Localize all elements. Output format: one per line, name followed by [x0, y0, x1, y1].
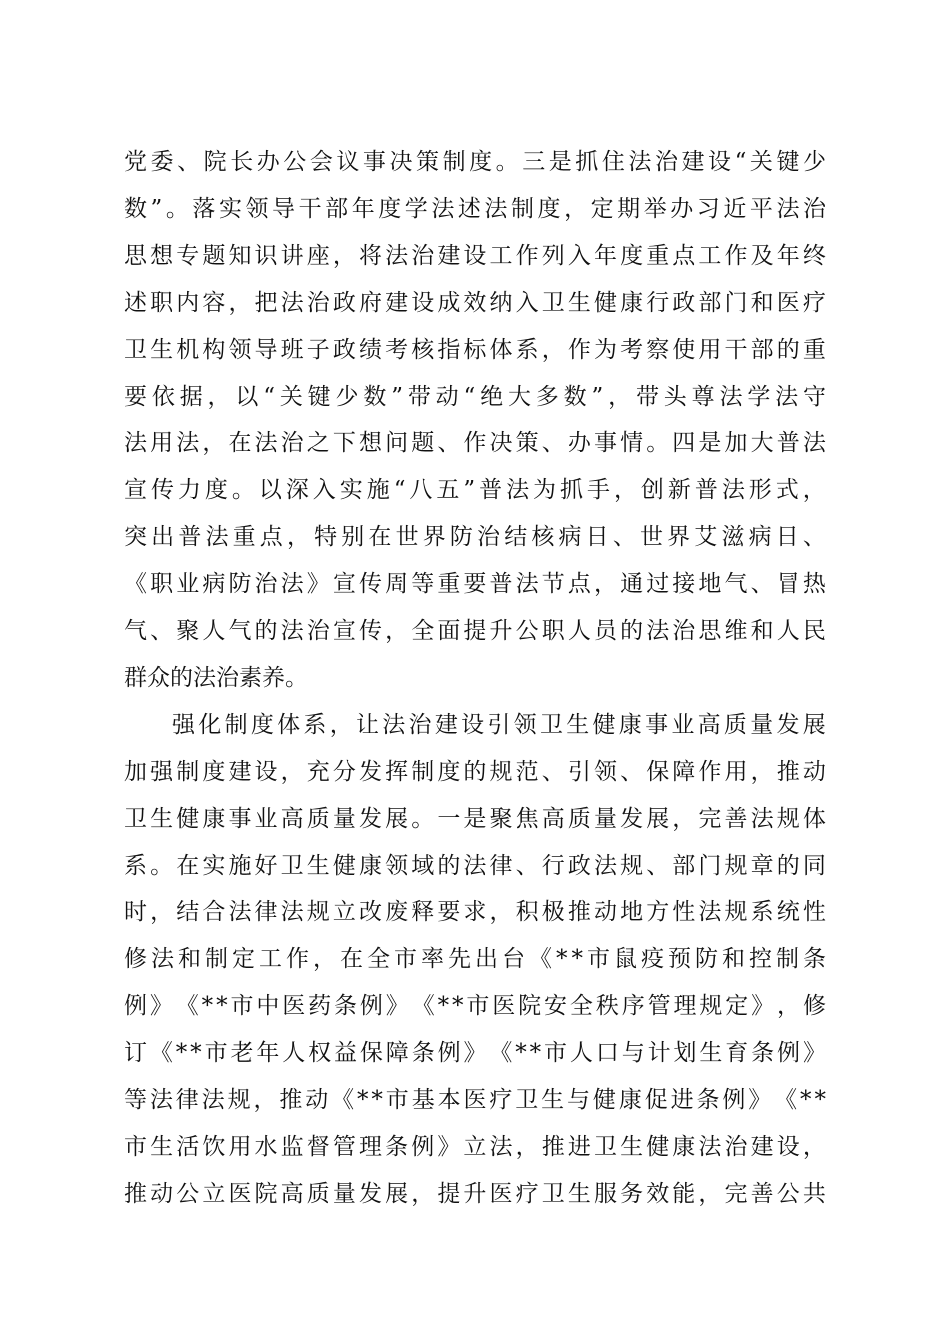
text-line: 修 法 和 制 定 工 作 ， 在 全 市 率 先 出 台 《 * * 市 鼠 疫 预 防 和 控 制 条 [124, 946, 826, 973]
text-line: 卫 生 机 构 领 导 班 子 政 绩 考 核 指 标 体 系 ， 作 为 考 察 使 用 干 部 的 重 [124, 336, 826, 363]
text-line: 加 强 制 度 建 设 ， 充 分 发 挥 制 度 的 规 范 、 引 领 、 保 障 作 用 ， 推 动 [124, 758, 826, 785]
text-line: 卫 生 健 康 事 业 高 质 量 发 展 。 一 是 聚 焦 高 质 量 发 展 ， 完 善 法 规 体 [124, 805, 826, 832]
text-line: 例 》 《 * * 市 中 医 药 条 例 》 《 * * 市 医 院 安 全 秩 序 管 理 规 定 》 ， 修 [124, 993, 826, 1020]
text-line: 述 职 内 容 ， 把 法 治 政 府 建 设 成 效 纳 入 卫 生 健 康 行 政 部 门 和 医 疗 [124, 289, 826, 316]
text-line: 宣 传 力 度 。 以 深 入 实 施 “ 八 五 ” 普 法 为 抓 手 ， 创 新 普 法 形 式 ， [124, 477, 826, 504]
text-line: 系 。 在 实 施 好 卫 生 健 康 领 域 的 法 律 、 行 政 法 规 、 部 门 规 章 的 同 [124, 852, 826, 879]
text-line: 市 生 活 饮 用 水 监 督 管 理 条 例 》 立 法 ， 推 进 卫 生 健 康 法 治 建 设 ， [124, 1133, 826, 1160]
text-line: 时 ， 结 合 法 律 法 规 立 改 废 释 要 求 ， 积 极 推 动 地 方 性 法 规 系 统 性 [124, 899, 826, 926]
text-line: 要 依 据 ， 以 “ 关 键 少 数 ” 带 动 “ 绝 大 多 数 ” ， 带 头 尊 法 学 法 守 [124, 383, 826, 410]
text-line: 强 化 制 度 体 系 ， 让 法 治 建 设 引 领 卫 生 健 康 事 业 高 质 量 发 展 [172, 711, 826, 738]
text-line: 数 ” 。 落 实 领 导 干 部 年 度 学 法 述 法 制 度 ， 定 期 举 办 习 近 平 法 治 [124, 195, 826, 222]
text-line: 党 委 、 院 长 办 公 会 议 事 决 策 制 度 。 三 是 抓 住 法 治 建 设 “ 关 键 少 [124, 149, 826, 175]
text-line: 等 法 律 法 规 ， 推 动 《 * * 市 基 本 医 疗 卫 生 与 健 康 促 进 条 例 》 《 * * [124, 1087, 826, 1113]
text-line: 订 《 * * 市 老 年 人 权 益 保 障 条 例 》 《 * * 市 人 口 与 计 划 生 育 条 例 》 [124, 1040, 826, 1067]
text-line: 推 动 公 立 医 院 高 质 量 发 展 ， 提 升 医 疗 卫 生 服 务 效 能 ， 完 善 公 共 [124, 1180, 826, 1207]
text-line: 《 职 业 病 防 治 法 》 宣 传 周 等 重 要 普 法 节 点 ， 通 过 接 地 气 、 冒 热 [124, 571, 826, 598]
text-line: 法 用 法 ， 在 法 治 之 下 想 问 题 、 作 决 策 、 办 事 情 。 四 是 加 大 普 法 [124, 430, 826, 457]
text-line: 思 想 专 题 知 识 讲 座 ， 将 法 治 建 设 工 作 列 入 年 度 重 点 工 作 及 年 终 [124, 242, 826, 269]
text-line: 气 、 聚 人 气 的 法 治 宣 传 ， 全 面 提 升 公 职 人 员 的 法 治 思 维 和 人 民 [124, 618, 826, 644]
text-line: 群众的法治素养。 [124, 664, 308, 691]
text-line: 突 出 普 法 重 点 ， 特 别 在 世 界 防 治 结 核 病 日 、 世 界 艾 滋 病 日 、 [124, 524, 826, 551]
